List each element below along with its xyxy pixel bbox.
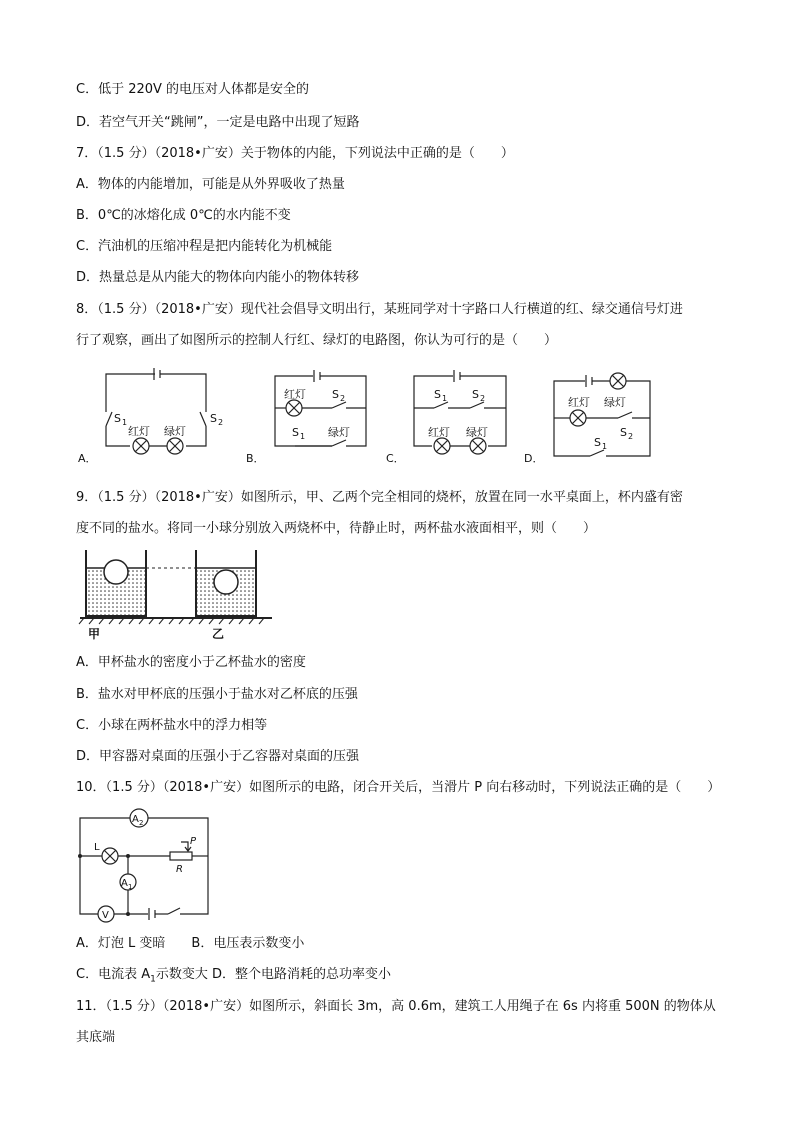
q11-stem-line2: 其底端 (76, 1030, 116, 1045)
a2-sub: 2 (139, 819, 144, 827)
q9-stem-line2: 度不同的盐水。将同一小球分别放入两烧杯中，待静止时，两杯盐水液面相平，则（ ） (76, 521, 597, 536)
q8-d-red-label: 红灯 (568, 396, 590, 409)
q6-option-c: C．低于 220V 的电压对人体都是安全的 (76, 82, 310, 97)
rheostat-r (170, 852, 192, 860)
q11-stem-line1: 11．（1.5 分）（2018•广安）如图所示，斜面长 3m，高 0.6m，建筑工人用绳子在 6s 内将重 500N 的物体从 (76, 999, 716, 1014)
q8-circuit-figures (70, 362, 670, 472)
q8-stem-line1: 8．（1.5 分）（2018•广安）现代社会倡导文明出行，某班同学对十字路口人行横道的红、绿交通信号灯进 (76, 302, 683, 317)
q7-option-d: D．热量总是从内能大的物体向内能小的物体转移 (76, 270, 360, 285)
q8-a-green-label: 绿灯 (164, 425, 186, 438)
q8-option-c-label: C． (386, 452, 405, 465)
jia-ball (104, 560, 128, 584)
l-label: L (94, 842, 100, 853)
q9-beaker-figure (76, 546, 276, 642)
q6-option-d: D．若空气开关“跳闸”，一定是电路中出现了短路 (76, 115, 360, 130)
q10-circuit-figure (76, 808, 216, 926)
q7-stem: 7．（1.5 分）（2018•广安）关于物体的内能，下列说法中正确的是（ ） (76, 146, 514, 161)
q10-option-cd-pre: C．电流表 A (76, 967, 151, 982)
q10-option-ab: A．灯泡 L 变暗 B．电压表示数变小 (76, 936, 305, 951)
q8-d-s1-sub: 1 (602, 442, 608, 451)
r-label: R (176, 864, 183, 875)
yi-ball (214, 570, 238, 594)
q8-c-s2-label: S (472, 388, 479, 401)
q8-d-s2-sub: 2 (628, 432, 634, 441)
a1-sub: 1 (128, 883, 133, 891)
q10-stem: 10．（1.5 分）（2018•广安）如图所示的电路，闭合开关后，当滑片 P 向右移动时，下列说法正确的是（ ） (76, 780, 721, 795)
yi-label: 乙 (212, 627, 225, 641)
q7-option-c: C．汽油机的压缩冲程是把内能转化为机械能 (76, 239, 333, 254)
q9-stem-line1: 9．（1.5 分）（2018•广安）如图所示，甲、乙两个完全相同的烧杯，放置在同一水平桌面上，杯内盛有密 (76, 490, 683, 505)
q8-option-b-label: B． (246, 452, 265, 465)
q10-option-cd (76, 965, 391, 990)
switch (168, 908, 180, 914)
a2-label: A (132, 814, 139, 825)
q8-d-s1-label: S (594, 436, 601, 449)
q8-b-green-label: 绿灯 (328, 426, 350, 439)
q8-c-s1-sub: 1 (442, 394, 448, 403)
q8-stem-line2: 行了观察，画出了如图所示的控制人行红、绿灯的电路图，你认为可行的是（ ） (76, 333, 558, 348)
q8-option-a-label: A． (78, 452, 97, 465)
q9-option-c: C．小球在两杯盐水中的浮力相等 (76, 718, 268, 733)
q10-option-cd-post: 示数变大 D．整个电路消耗的总功率变小 (155, 967, 391, 982)
q8-d-s2-label: S (620, 426, 627, 439)
q10-option-cd-sub: 1 (150, 974, 156, 985)
a1-label: A (121, 878, 128, 889)
jia-label: 甲 (88, 627, 101, 641)
q8-b-s1-sub: 1 (300, 432, 306, 441)
q8-c-green-label: 绿灯 (466, 426, 488, 439)
q8-c-s2-sub: 2 (480, 394, 486, 403)
q8-b-s2-label: S (332, 388, 339, 401)
v-label: V (102, 910, 109, 921)
q8-a-red-label: 红灯 (128, 425, 150, 438)
q8-c-red-label: 红灯 (428, 426, 450, 439)
p-label: P (190, 836, 197, 847)
q8-b-s1-label: S (292, 426, 299, 439)
q9-option-a: A．甲杯盐水的密度小于乙杯盐水的密度 (76, 655, 306, 670)
q7-option-b: B．0℃的冰熔化成 0℃的水内能不变 (76, 208, 291, 223)
q8-a-s2-label: S (210, 412, 217, 425)
q8-b-s2-sub: 2 (340, 394, 346, 403)
q9-option-d: D．甲容器对桌面的压强小于乙容器对桌面的压强 (76, 749, 360, 764)
q8-d-green-label: 绿灯 (604, 396, 626, 409)
q9-option-b: B．盐水对甲杯底的压强小于盐水对乙杯底的压强 (76, 687, 358, 702)
q8-option-d-label: D． (524, 452, 544, 465)
q8-a-s1-sub: 1 (122, 418, 128, 427)
q8-b-red-label: 红灯 (284, 388, 306, 401)
q7-option-a: A．物体的内能增加，可能是从外界吸收了热量 (76, 177, 345, 192)
q8-a-s1-label: S (114, 412, 121, 425)
q8-c-s1-label: S (434, 388, 441, 401)
q8-a-s2-sub: 2 (218, 418, 224, 427)
